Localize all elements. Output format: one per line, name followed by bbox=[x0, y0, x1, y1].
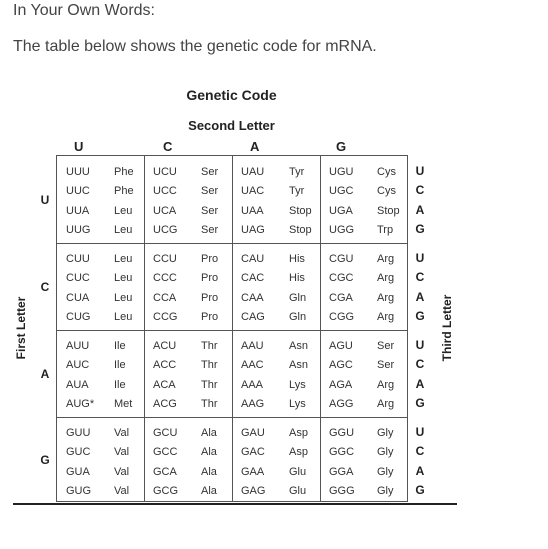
third-letter-a: A bbox=[415, 203, 425, 217]
table-title: Genetic Code bbox=[186, 87, 277, 103]
codon: GUU bbox=[66, 427, 91, 439]
codon: CGC bbox=[329, 272, 354, 284]
codon: ACA bbox=[153, 379, 176, 391]
grid-vertical-line bbox=[320, 156, 321, 501]
codon: CAU bbox=[241, 253, 265, 265]
amino-acid: Phe bbox=[114, 185, 134, 197]
codon: UCC bbox=[153, 185, 177, 197]
codon: GCG bbox=[153, 485, 179, 497]
amino-acid: Leu bbox=[114, 311, 133, 323]
codon: UCA bbox=[153, 205, 177, 217]
codon: UCU bbox=[153, 166, 177, 178]
amino-acid: Arg bbox=[377, 311, 395, 323]
codon: CUC bbox=[66, 272, 90, 284]
third-letter-c: C bbox=[415, 444, 425, 458]
amino-acid: Ser bbox=[201, 205, 219, 217]
amino-acid: Phe bbox=[114, 166, 134, 178]
amino-acid: Thr bbox=[201, 340, 218, 352]
codon: GGG bbox=[329, 485, 355, 497]
codon: GAC bbox=[241, 446, 265, 458]
amino-acid: Asp bbox=[289, 446, 308, 458]
codon: CCC bbox=[153, 272, 177, 284]
amino-acid: Gln bbox=[289, 311, 307, 323]
codon: CAA bbox=[241, 292, 264, 304]
codon: CGG bbox=[329, 311, 355, 323]
codon: UAU bbox=[241, 166, 265, 178]
amino-acid: Val bbox=[114, 485, 130, 497]
codon: GCU bbox=[153, 427, 178, 439]
third-letter-c: C bbox=[415, 270, 425, 284]
amino-acid: Pro bbox=[201, 311, 219, 323]
codon: GAA bbox=[241, 466, 265, 478]
codon: GUG bbox=[66, 485, 92, 497]
amino-acid: Glu bbox=[289, 485, 307, 497]
amino-acid: Ser bbox=[377, 340, 395, 352]
amino-acid: Arg bbox=[377, 379, 395, 391]
codon: AGG bbox=[329, 398, 354, 410]
codon: UAC bbox=[241, 185, 265, 197]
third-letter-a: A bbox=[415, 290, 425, 304]
grid-vertical-line bbox=[144, 156, 145, 501]
amino-acid: Ala bbox=[201, 466, 217, 478]
third-letter-u: U bbox=[415, 164, 425, 178]
amino-acid: Leu bbox=[114, 253, 133, 265]
codon: UUG bbox=[66, 224, 91, 236]
second-letter-c: C bbox=[163, 139, 173, 154]
amino-acid: Asn bbox=[289, 340, 308, 352]
codon: GCC bbox=[153, 446, 178, 458]
amino-acid: Lys bbox=[289, 398, 306, 410]
amino-acid: Pro bbox=[201, 253, 219, 265]
third-letter-label: Third Letter bbox=[440, 294, 454, 362]
amino-acid: His bbox=[289, 253, 305, 265]
grid-horizontal-line bbox=[57, 330, 407, 331]
codon: UGU bbox=[329, 166, 354, 178]
bottom-rule bbox=[13, 503, 457, 505]
amino-acid: Ile bbox=[114, 340, 126, 352]
amino-acid: Gly bbox=[377, 485, 394, 497]
codon: GGC bbox=[329, 446, 355, 458]
codon: CUG bbox=[66, 311, 91, 323]
third-letter-g: G bbox=[415, 483, 425, 497]
second-letter-g: G bbox=[336, 139, 347, 154]
amino-acid: Ser bbox=[377, 359, 395, 371]
amino-acid: Thr bbox=[201, 398, 218, 410]
codon: ACU bbox=[153, 340, 177, 352]
codon: GGA bbox=[329, 466, 354, 478]
amino-acid: Gly bbox=[377, 427, 394, 439]
third-letter-g: G bbox=[415, 396, 425, 410]
codon: UUU bbox=[66, 166, 90, 178]
codon: AUG* bbox=[66, 398, 95, 410]
amino-acid: Leu bbox=[114, 272, 133, 284]
second-letter-label: Second Letter bbox=[188, 118, 275, 133]
codon: CGA bbox=[329, 292, 353, 304]
codon: ACG bbox=[153, 398, 177, 410]
codon: CUU bbox=[66, 253, 90, 265]
codon: AUA bbox=[66, 379, 89, 391]
codon: UUA bbox=[66, 205, 90, 217]
amino-acid: Gly bbox=[377, 446, 394, 458]
codon: AAC bbox=[241, 359, 264, 371]
amino-acid: Ser bbox=[201, 224, 219, 236]
third-letter-g: G bbox=[415, 222, 425, 236]
amino-acid: Arg bbox=[377, 398, 395, 410]
amino-acid: Ala bbox=[201, 446, 217, 458]
amino-acid: Trp bbox=[377, 224, 394, 236]
amino-acid: Val bbox=[114, 466, 130, 478]
third-letter-c: C bbox=[415, 183, 425, 197]
codon: GUC bbox=[66, 446, 91, 458]
codon: UCG bbox=[153, 224, 178, 236]
amino-acid: Ile bbox=[114, 359, 126, 371]
codon: GGU bbox=[329, 427, 355, 439]
codon: ACC bbox=[153, 359, 177, 371]
amino-acid: Pro bbox=[201, 292, 219, 304]
third-letter-u: U bbox=[415, 251, 425, 265]
codon: AUU bbox=[66, 340, 90, 352]
amino-acid: Leu bbox=[114, 205, 133, 217]
codon: CAG bbox=[241, 311, 265, 323]
grid-horizontal-line bbox=[57, 243, 407, 244]
amino-acid: Tyr bbox=[289, 185, 305, 197]
amino-acid: Thr bbox=[201, 359, 218, 371]
first-letter-c: C bbox=[40, 280, 50, 294]
amino-acid: Ala bbox=[201, 427, 217, 439]
third-letter-a: A bbox=[415, 377, 425, 391]
codon: GUA bbox=[66, 466, 90, 478]
codon: AGU bbox=[329, 340, 353, 352]
codon: AGC bbox=[329, 359, 353, 371]
third-letter-a: A bbox=[415, 464, 425, 478]
amino-acid: Leu bbox=[114, 224, 133, 236]
codon: UUC bbox=[66, 185, 90, 197]
codon: GAG bbox=[241, 485, 266, 497]
intro-heading: In Your Own Words: bbox=[13, 2, 155, 19]
codon: UAG bbox=[241, 224, 265, 236]
amino-acid: Arg bbox=[377, 292, 395, 304]
amino-acid: Arg bbox=[377, 253, 395, 265]
second-letter-a: A bbox=[250, 139, 260, 154]
amino-acid: Cys bbox=[377, 166, 396, 178]
codon: AGA bbox=[329, 379, 353, 391]
third-letter-u: U bbox=[415, 338, 425, 352]
amino-acid: Stop bbox=[289, 224, 312, 236]
grid-horizontal-line bbox=[57, 417, 407, 418]
first-letter-a: A bbox=[40, 367, 50, 381]
codon: CCU bbox=[153, 253, 177, 265]
codon: AAA bbox=[241, 379, 264, 391]
codon: CUA bbox=[66, 292, 90, 304]
codon: CCG bbox=[153, 311, 178, 323]
second-letter-u: U bbox=[74, 139, 84, 154]
codon: UGG bbox=[329, 224, 355, 236]
amino-acid: Met bbox=[114, 398, 133, 410]
amino-acid: Pro bbox=[201, 272, 219, 284]
amino-acid: Gln bbox=[289, 292, 307, 304]
intro-text: The table below shows the genetic code for mRNA. bbox=[13, 38, 377, 55]
amino-acid: Lys bbox=[289, 379, 306, 391]
grid-vertical-line bbox=[232, 156, 233, 501]
amino-acid: Arg bbox=[377, 272, 395, 284]
amino-acid: Ile bbox=[114, 379, 126, 391]
amino-acid: His bbox=[289, 272, 305, 284]
codon: CGU bbox=[329, 253, 354, 265]
codon: GAU bbox=[241, 427, 265, 439]
codon: AUC bbox=[66, 359, 90, 371]
third-letter-g: G bbox=[415, 309, 425, 323]
first-letter-g: G bbox=[40, 453, 50, 467]
codon: UGC bbox=[329, 185, 354, 197]
amino-acid: Tyr bbox=[289, 166, 305, 178]
genetic-code-table bbox=[56, 155, 408, 502]
amino-acid: Stop bbox=[377, 205, 400, 217]
codon: UAA bbox=[241, 205, 264, 217]
amino-acid: Glu bbox=[289, 466, 307, 478]
amino-acid: Asp bbox=[289, 427, 308, 439]
amino-acid: Cys bbox=[377, 185, 396, 197]
amino-acid: Gly bbox=[377, 466, 394, 478]
amino-acid: Val bbox=[114, 427, 130, 439]
codon: AAG bbox=[241, 398, 265, 410]
amino-acid: Stop bbox=[289, 205, 312, 217]
third-letter-c: C bbox=[415, 357, 425, 371]
amino-acid: Asn bbox=[289, 359, 308, 371]
amino-acid: Val bbox=[114, 446, 130, 458]
amino-acid: Leu bbox=[114, 292, 133, 304]
first-letter-label: First Letter bbox=[14, 296, 28, 360]
amino-acid: Ala bbox=[201, 485, 217, 497]
codon: CCA bbox=[153, 292, 177, 304]
codon: AAU bbox=[241, 340, 264, 352]
first-letter-u: U bbox=[40, 193, 50, 207]
codon: CAC bbox=[241, 272, 265, 284]
third-letter-u: U bbox=[415, 425, 425, 439]
amino-acid: Ser bbox=[201, 166, 219, 178]
amino-acid: Thr bbox=[201, 379, 218, 391]
codon: GCA bbox=[153, 466, 177, 478]
amino-acid: Ser bbox=[201, 185, 219, 197]
codon: UGA bbox=[329, 205, 353, 217]
